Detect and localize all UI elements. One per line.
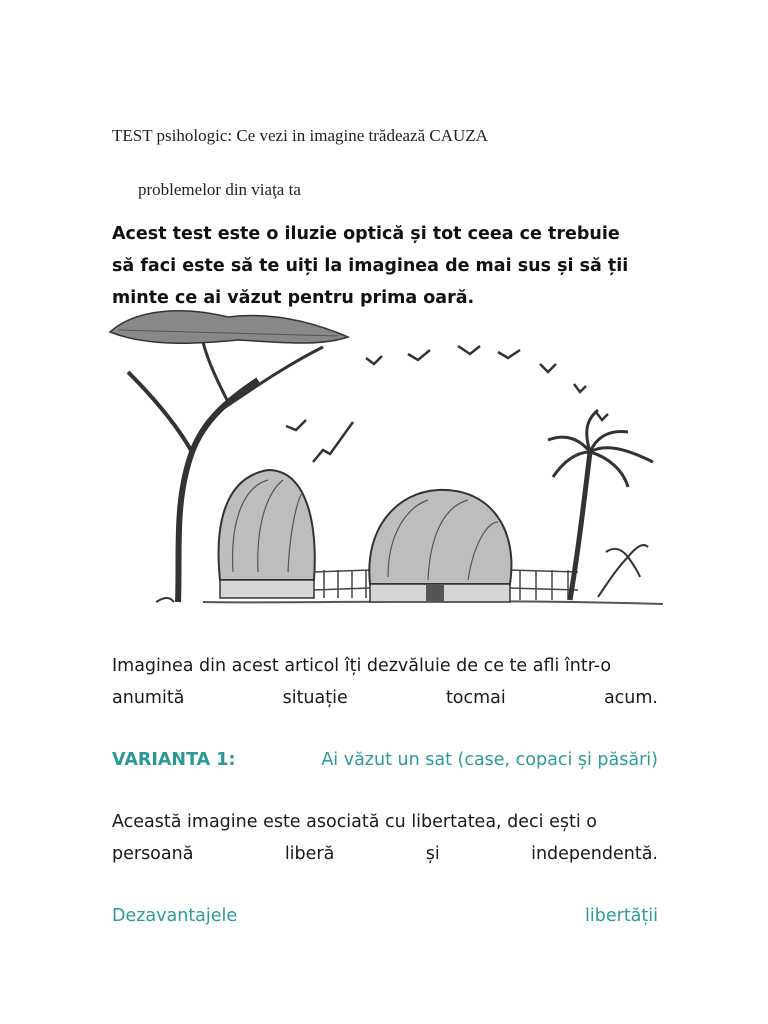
word: tocmai [445,688,506,708]
word: independentă. [531,844,658,864]
word: anumită [112,688,185,708]
variant-1-heading [112,744,658,776]
intro-line-3: minte ce ai văzut pentru prima oară. [112,288,475,308]
title-line-1: TEST psihologic: Ce vezi in imagine trădează CAUZA [112,126,488,145]
hut-left [219,470,315,598]
word: acum. [603,688,658,708]
village-illusion-drawing [108,302,668,624]
paragraph-2-line-1: Această imagine este asociată cu libertatea, deci ești o [112,812,597,832]
subheading-disadvantages [112,900,658,932]
birds [286,346,608,462]
word: liberă [284,844,335,864]
word: persoană [112,844,194,864]
intro-line-2: să faci este să te uiți la imaginea de mai sus și să ții [112,256,629,276]
word: și [425,844,440,864]
paragraph-1 [112,650,658,714]
variant-1-label: VARIANTA 1: [112,750,236,770]
intro-paragraph [112,218,658,314]
paragraph-2-line-2 [112,838,658,870]
paragraph-2 [112,806,658,870]
title-line-2: problemelor din viaţa ta [138,180,301,199]
word: situație [282,688,348,708]
subheading-right: libertății [585,906,658,926]
hut-right [369,490,511,602]
paragraph-1-line-2 [112,682,658,714]
intro-line-1: Acest test este o iluzie optică și tot ceea ce trebuie [112,224,620,244]
variant-1-text: Ai văzut un sat (case, copaci și păsări) [321,750,658,770]
subheading-left: Dezavantajele [112,906,238,926]
paragraph-1-line-1: Imaginea din acest articol îți dezvăluie de ce te afli într-o [112,656,612,676]
